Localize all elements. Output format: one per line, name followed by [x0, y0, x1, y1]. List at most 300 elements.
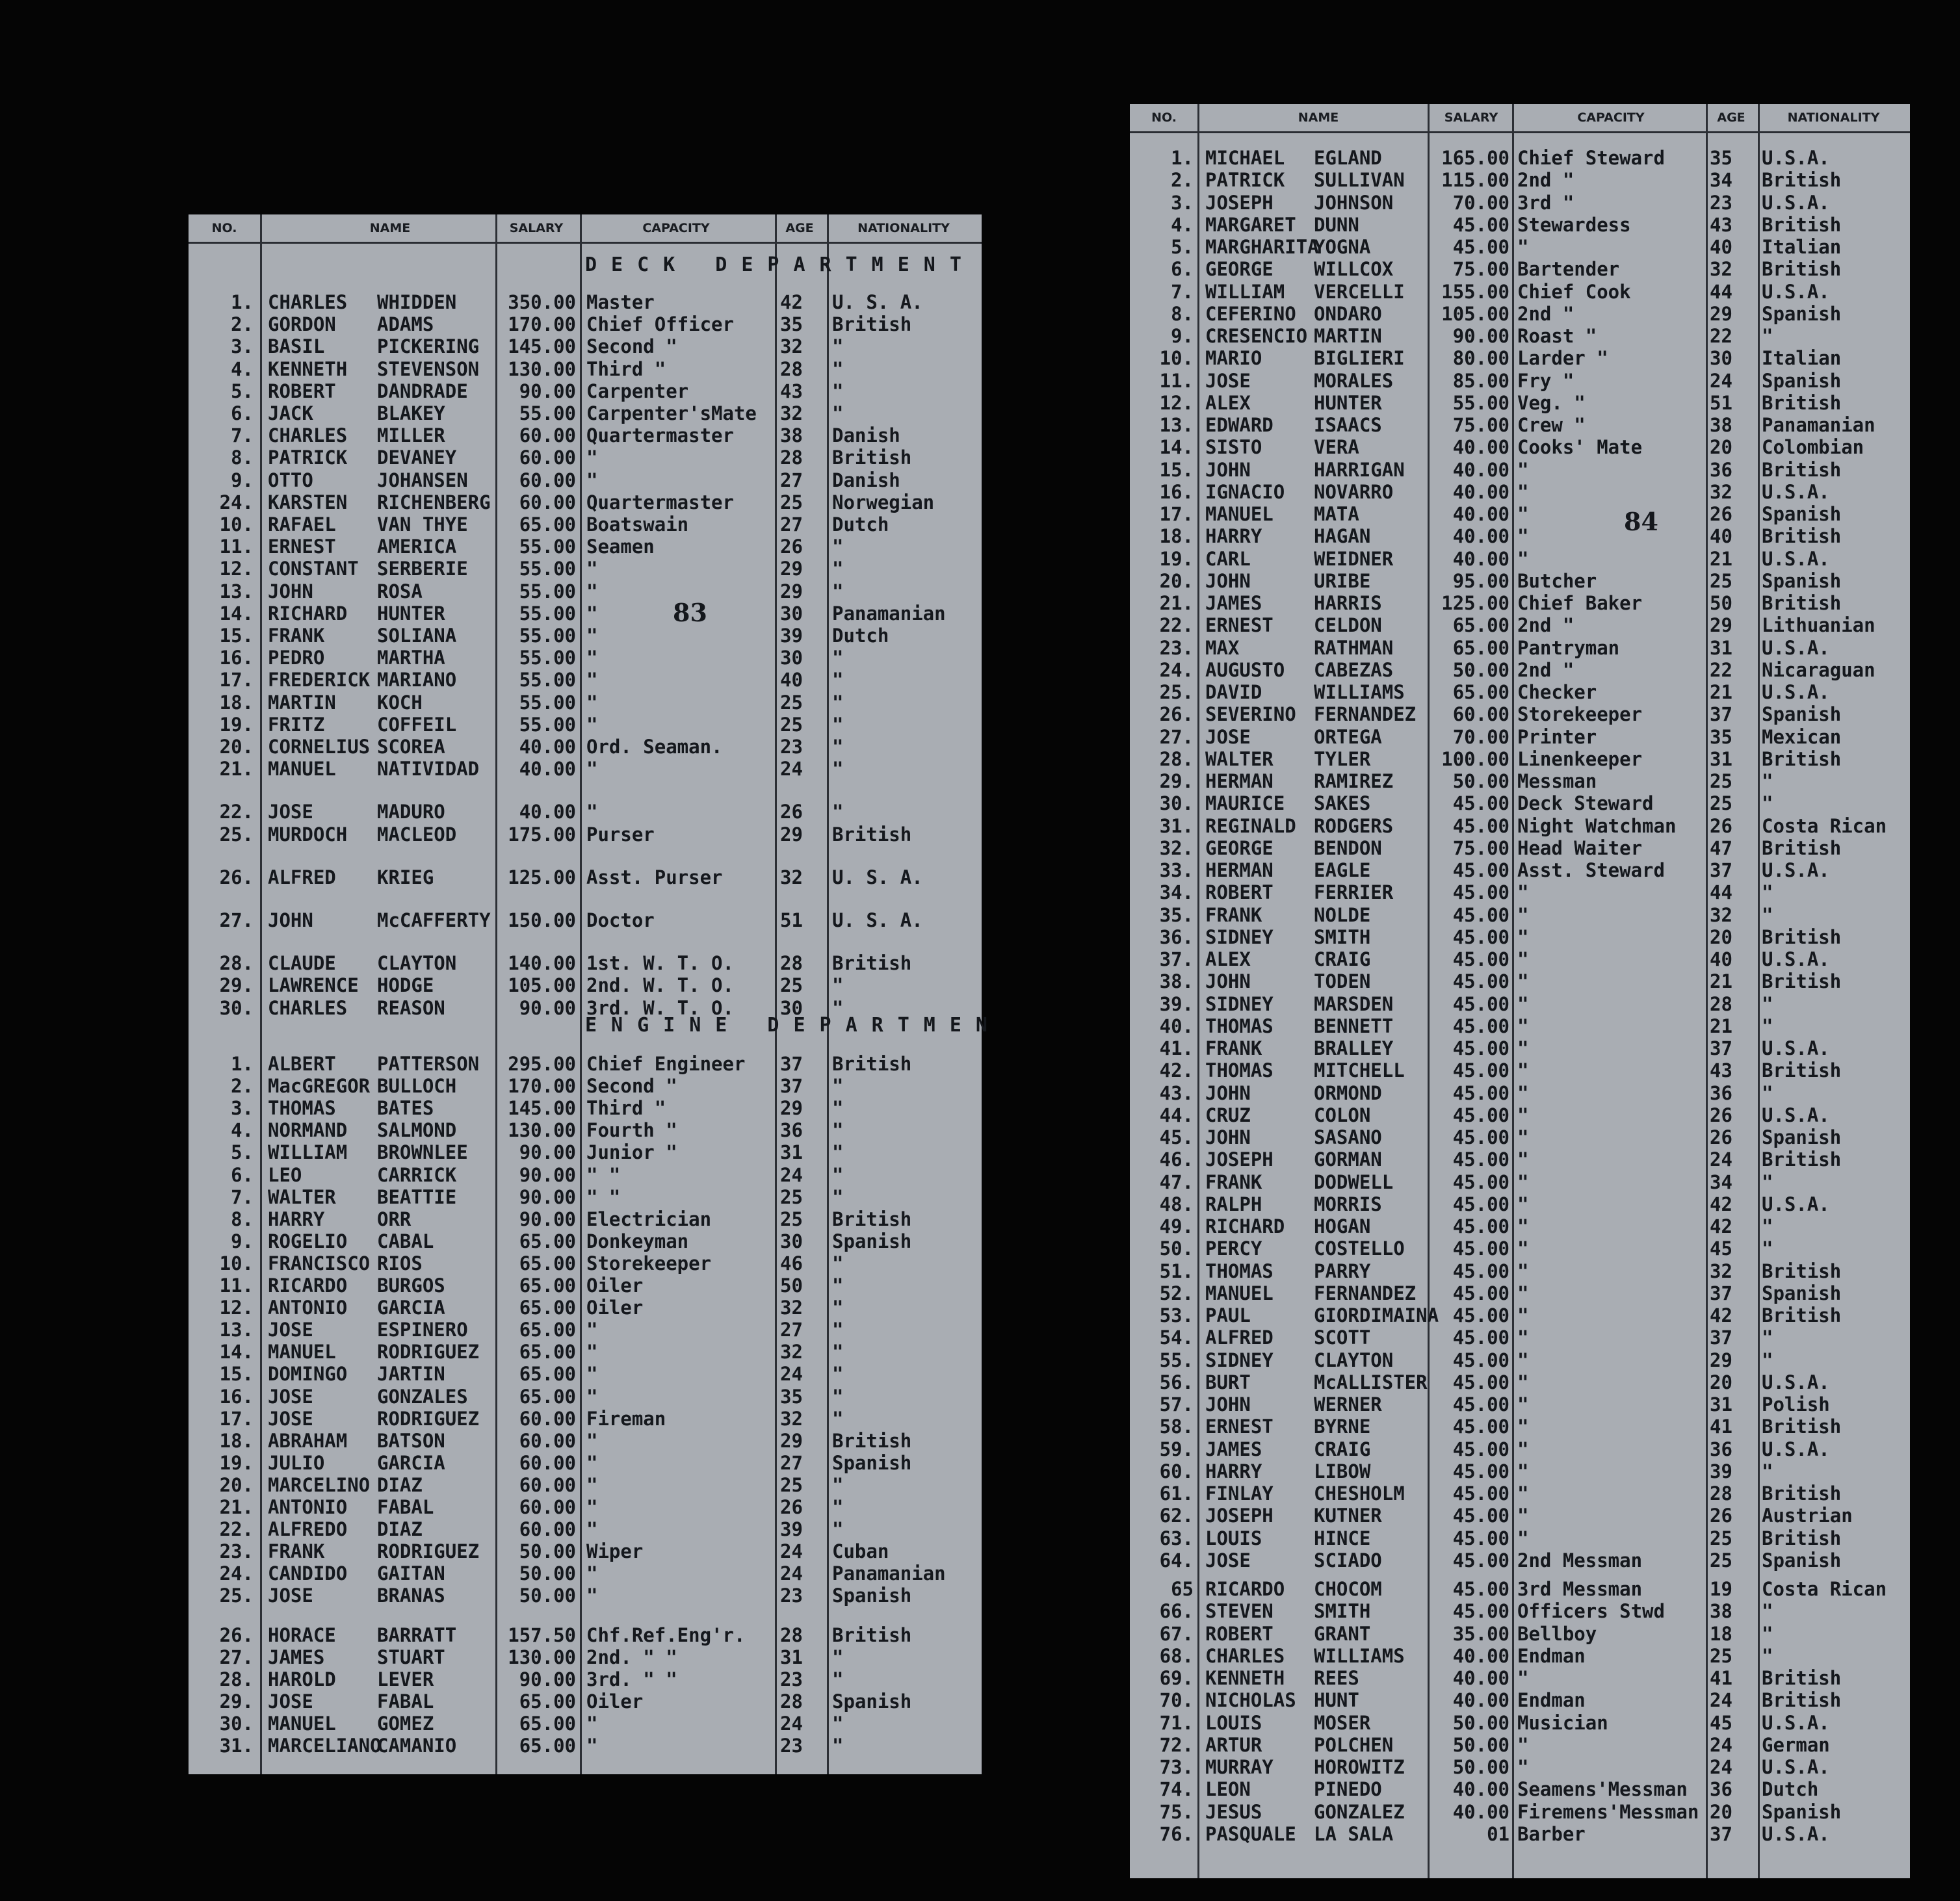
crew-last: PARRY — [1314, 1260, 1371, 1282]
crew-first: CHARLES — [1205, 1644, 1285, 1667]
crew-last: RAMIREZ — [1314, 770, 1394, 792]
crew-salary: 45.00 — [1452, 1193, 1509, 1215]
crew-first: JOSE — [268, 1385, 313, 1408]
crew-first: HARRY — [268, 1208, 325, 1230]
crew-last: FERNANDEZ — [1314, 703, 1417, 726]
crew-age: 30 — [780, 647, 803, 669]
crew-capacity: 2nd Messman — [1517, 1549, 1643, 1571]
crew-first: WILLIAM — [1205, 280, 1285, 303]
crew-last: BLAKEY — [377, 402, 445, 424]
crew-age: 29 — [780, 580, 803, 602]
crew-first: JOHN — [268, 580, 313, 602]
crew-nationality: Danish — [832, 424, 900, 447]
crew-no: 33. — [1159, 859, 1194, 881]
crew-age: 21 — [1710, 970, 1732, 993]
crew-first: JOHN — [1205, 1393, 1251, 1416]
crew-last: HUNT — [1314, 1689, 1359, 1712]
crew-salary: 157.50 — [508, 1623, 576, 1646]
crew-first: MURRAY — [1205, 1756, 1274, 1778]
crew-capacity: " — [1517, 1482, 1529, 1505]
crew-no: 49. — [1159, 1215, 1194, 1237]
crew-capacity: " — [586, 1363, 598, 1386]
crew-no: 17. — [219, 1407, 254, 1430]
crew-age: 24 — [1710, 1148, 1732, 1171]
crew-row — [1130, 1215, 1910, 1237]
crew-nationality: Spanish — [832, 1690, 912, 1713]
crew-age: 47 — [1710, 836, 1732, 859]
crew-row — [1130, 1801, 1910, 1823]
crew-nationality: " — [832, 1496, 844, 1518]
crew-row — [1130, 370, 1910, 392]
crew-no: 62. — [1159, 1505, 1194, 1527]
crew-nationality: U.S.A. — [1762, 1193, 1830, 1215]
crew-first: MICHAEL — [1205, 147, 1285, 169]
crew-no: 76. — [1159, 1822, 1194, 1845]
crew-no: 15. — [1159, 458, 1194, 481]
crew-capacity: 1st. W. T. O. — [586, 952, 734, 975]
crew-no: 13. — [219, 1319, 254, 1341]
crew-last: LIBOW — [1314, 1460, 1371, 1482]
crew-age: 29 — [1710, 1349, 1732, 1371]
header-no: NO. — [211, 221, 237, 235]
crew-nationality: " — [832, 1473, 844, 1496]
crew-first: FREDERICK — [268, 669, 371, 692]
crew-row — [1130, 281, 1910, 303]
crew-salary: 65.00 — [1452, 636, 1509, 659]
crew-first: CLAUDE — [268, 952, 336, 975]
crew-salary: 130.00 — [508, 1646, 576, 1668]
crew-salary: 140.00 — [508, 952, 576, 975]
crew-nationality: Italian — [1762, 347, 1842, 370]
crew-row — [1130, 325, 1910, 347]
crew-nationality: " — [832, 1163, 844, 1186]
crew-row — [189, 1386, 982, 1408]
crew-first: NORMAND — [268, 1119, 348, 1142]
crew-row — [1130, 881, 1910, 903]
crew-row — [1130, 859, 1910, 881]
crew-salary: 80.00 — [1452, 347, 1509, 370]
crew-capacity: Roast " — [1517, 325, 1597, 347]
crew-last: HOROWITZ — [1314, 1756, 1405, 1778]
crew-last: TYLER — [1314, 747, 1371, 770]
crew-salary: 65.00 — [519, 1274, 576, 1297]
crew-first: CHARLES — [268, 291, 348, 313]
crew-row — [1130, 1148, 1910, 1170]
crew-no: 11. — [1159, 369, 1194, 392]
crew-last: SOLIANA — [377, 625, 457, 647]
crew-last: BYRNE — [1314, 1416, 1371, 1438]
crew-salary: 55.00 — [519, 669, 576, 692]
crew-first: MARTIN — [268, 691, 336, 714]
crew-age: 43 — [1710, 213, 1732, 236]
crew-salary: 40.00 — [1452, 1800, 1509, 1823]
crew-last: DIAZ — [377, 1518, 423, 1541]
crew-nationality: Spanish — [1762, 1800, 1842, 1823]
crew-no: 14. — [1159, 436, 1194, 459]
crew-salary: 50.00 — [1452, 770, 1509, 792]
crew-first: SIDNEY — [1205, 1349, 1274, 1371]
crew-age: 30 — [780, 996, 803, 1019]
crew-no: 7. — [231, 424, 254, 447]
crew-last: STUART — [377, 1646, 445, 1668]
crew-salary: 45.00 — [1452, 1304, 1509, 1326]
crew-age: 31 — [780, 1141, 803, 1164]
crew-nationality: British — [1762, 391, 1842, 414]
crew-capacity: " — [1517, 1260, 1529, 1282]
crew-capacity: " — [1517, 1460, 1529, 1482]
crew-first: ALEX — [1205, 391, 1251, 414]
crew-last: RODGERS — [1314, 814, 1394, 837]
crew-salary: 45.00 — [1452, 1081, 1509, 1104]
crew-no: 21. — [219, 1496, 254, 1518]
crew-capacity: 2nd " — [1517, 302, 1575, 325]
crew-row — [1130, 1326, 1910, 1349]
crew-row — [1130, 1059, 1910, 1081]
crew-row — [1130, 1282, 1910, 1304]
crew-no: 48. — [1159, 1193, 1194, 1215]
crew-salary: 65.00 — [519, 1385, 576, 1408]
crew-nationality: " — [1762, 792, 1773, 815]
crew-first: FINLAY — [1205, 1482, 1274, 1505]
crew-row — [1130, 993, 1910, 1015]
crew-row — [189, 866, 982, 888]
crew-first: PEDRO — [268, 647, 325, 669]
crew-row — [1130, 614, 1910, 636]
crew-last: FABAL — [377, 1496, 434, 1518]
crew-capacity: " — [586, 1385, 598, 1408]
crew-first: CHARLES — [268, 996, 348, 1019]
crew-salary: 45.00 — [1452, 881, 1509, 904]
crew-age: 27 — [780, 1451, 803, 1474]
crew-capacity: " " — [586, 1163, 621, 1186]
crew-nationality: " — [832, 1119, 844, 1142]
crew-nationality: " — [832, 558, 844, 580]
deck-department-title: DECK DEPARTMENT — [585, 253, 976, 276]
crew-nationality: " — [1762, 903, 1773, 926]
crew-row — [1130, 1304, 1910, 1326]
crew-no: 42. — [1159, 1059, 1194, 1082]
crew-row — [189, 1646, 982, 1668]
crew-row — [1130, 1416, 1910, 1438]
crew-age: 38 — [780, 424, 803, 447]
crew-last: SCOTT — [1314, 1326, 1371, 1349]
crew-last: CRAIG — [1314, 948, 1371, 970]
crew-salary: 50.00 — [519, 1540, 576, 1563]
crew-nationality: Mexican — [1762, 725, 1842, 748]
crew-salary: 90.00 — [519, 1141, 576, 1164]
crew-capacity: Endman — [1517, 1689, 1586, 1712]
crew-capacity: " — [1517, 881, 1529, 904]
crew-age: 32 — [1710, 1260, 1732, 1282]
crew-capacity: Ord. Seaman. — [586, 736, 723, 758]
header-name: NAME — [369, 221, 411, 235]
crew-first: JOSE — [1205, 369, 1251, 392]
crew-no: 20. — [219, 1473, 254, 1496]
crew-last: McCAFFERTY — [377, 909, 491, 931]
crew-salary: 65.00 — [519, 1297, 576, 1319]
crew-nationality: " — [832, 736, 844, 758]
crew-row — [189, 1252, 982, 1274]
crew-salary: 55.00 — [519, 691, 576, 714]
crew-row — [189, 1518, 982, 1540]
crew-salary: 145.00 — [508, 1097, 576, 1120]
crew-row — [1130, 192, 1910, 214]
crew-first: THOMAS — [1205, 1260, 1274, 1282]
crew-capacity: Chief Cook — [1517, 280, 1631, 303]
crew-last: MOSER — [1314, 1711, 1371, 1734]
crew-nationality: Nicaraguan — [1762, 658, 1875, 681]
crew-nationality: Norwegian — [832, 491, 935, 513]
crew-capacity: Musician — [1517, 1711, 1608, 1734]
crew-first: WALTER — [268, 1185, 336, 1208]
crew-salary: 45.00 — [1452, 1505, 1509, 1527]
crew-no: 22. — [219, 801, 254, 823]
crew-row — [189, 1097, 982, 1119]
crew-last: SASANO — [1314, 1126, 1382, 1148]
crew-first: JOSEPH — [1205, 1148, 1274, 1171]
crew-capacity: " — [1517, 480, 1529, 503]
crew-no: 12. — [1159, 391, 1194, 414]
crew-age: 26 — [1710, 1505, 1732, 1527]
crew-no: 17. — [219, 669, 254, 692]
crew-last: RICHENBERG — [377, 491, 491, 513]
crew-last: KUTNER — [1314, 1505, 1382, 1527]
crew-no: 25. — [1159, 681, 1194, 703]
crew-nationality: " — [832, 380, 844, 402]
crew-first: LOUIS — [1205, 1711, 1262, 1734]
crew-first: ALBERT — [268, 1053, 336, 1075]
crew-row — [1130, 548, 1910, 570]
crew-age: 46 — [780, 1252, 803, 1274]
crew-nationality: Spanish — [832, 1230, 912, 1252]
crew-last: VERCELLI — [1314, 280, 1405, 303]
header-salary: SALARY — [1444, 110, 1498, 125]
header-capacity: CAPACITY — [1577, 110, 1645, 125]
crew-age: 24 — [780, 758, 803, 781]
crew-first: THOMAS — [1205, 1015, 1274, 1037]
crew-row — [1130, 748, 1910, 770]
crew-last: BRALLEY — [1314, 1037, 1394, 1059]
crew-no: 28. — [1159, 747, 1194, 770]
crew-capacity: 3rd Messman — [1517, 1578, 1643, 1600]
crew-last: WEIDNER — [1314, 547, 1394, 570]
crew-capacity: " — [1517, 1282, 1529, 1304]
crew-salary: 115.00 — [1441, 169, 1509, 192]
crew-salary: 170.00 — [508, 313, 576, 336]
crew-row — [1130, 703, 1910, 725]
crew-row — [189, 1474, 982, 1496]
crew-first: JACK — [268, 402, 313, 424]
crew-first: SIDNEY — [1205, 925, 1274, 948]
crew-capacity: Junior " — [586, 1141, 677, 1164]
crew-nationality: British — [1762, 1527, 1842, 1549]
crew-salary: 60.00 — [519, 1496, 576, 1518]
crew-capacity: Carpenter'sMate — [586, 402, 757, 424]
crew-no: 18. — [1159, 525, 1194, 548]
crew-last: ROSA — [377, 580, 423, 602]
crew-no: 74. — [1159, 1778, 1194, 1801]
crew-last: GONZALES — [377, 1385, 468, 1408]
crew-no: 38. — [1159, 970, 1194, 993]
crew-first: JOSE — [268, 801, 313, 823]
crew-last: MARSDEN — [1314, 992, 1394, 1015]
crew-row — [1130, 659, 1910, 681]
crew-no: 25. — [219, 823, 254, 846]
crew-nationality: Lithuanian — [1762, 614, 1875, 637]
crew-first: CARL — [1205, 547, 1251, 570]
crew-row — [189, 758, 982, 780]
crew-last: PINEDO — [1314, 1778, 1382, 1801]
crew-nationality: British — [832, 313, 912, 336]
crew-age: 23 — [780, 1584, 803, 1607]
crew-nationality: " — [832, 1385, 844, 1408]
crew-age: 20 — [1710, 925, 1732, 948]
crew-nationality: " — [832, 801, 844, 823]
crew-nationality: " — [832, 647, 844, 669]
crew-capacity: Crew " — [1517, 414, 1586, 436]
crew-first: GEORGE — [1205, 258, 1274, 281]
crew-no: 2. — [231, 313, 254, 336]
crew-nationality: Spanish — [1762, 503, 1842, 525]
crew-no: 15. — [219, 625, 254, 647]
crew-nationality: Costa Rican — [1762, 1578, 1887, 1600]
crew-salary: 50.00 — [519, 1584, 576, 1607]
crew-last: WHIDDEN — [377, 291, 457, 313]
crew-age: 50 — [780, 1274, 803, 1297]
crew-first: ERNEST — [1205, 614, 1274, 637]
crew-age: 36 — [1710, 1081, 1732, 1104]
crew-last: TODEN — [1314, 970, 1371, 993]
crew-last: COLON — [1314, 1104, 1371, 1126]
crew-first: FRANCISCO — [268, 1252, 371, 1274]
crew-row — [1130, 1237, 1910, 1260]
engine-department-title: ENGINE DEPARTMEN — [585, 1014, 1002, 1037]
crew-salary: 45.00 — [1452, 992, 1509, 1015]
crew-last: WILLIAMS — [1314, 1644, 1405, 1667]
crew-salary: 55.00 — [519, 713, 576, 736]
crew-age: 39 — [780, 625, 803, 647]
crew-row — [1130, 1126, 1910, 1148]
crew-row — [189, 1540, 982, 1562]
crew-salary: 45.00 — [1452, 1416, 1509, 1438]
crew-no: 29. — [219, 974, 254, 997]
crew-capacity: " — [1517, 503, 1529, 525]
crew-row — [1130, 147, 1910, 169]
crew-nationality: Spanish — [832, 1451, 912, 1474]
crew-no: 7. — [1171, 280, 1194, 303]
crew-age: 32 — [780, 1407, 803, 1430]
crew-first: PATRICK — [1205, 169, 1285, 192]
crew-row — [1130, 1082, 1910, 1104]
crew-salary: 100.00 — [1441, 747, 1509, 770]
crew-nationality: " — [1762, 1237, 1773, 1260]
crew-row — [189, 1230, 982, 1252]
crew-first: ALFRED — [268, 866, 336, 888]
crew-last: JARTIN — [377, 1363, 445, 1386]
crew-salary: 40.00 — [519, 758, 576, 781]
crew-last: HINCE — [1314, 1527, 1371, 1549]
crew-no: 16. — [219, 647, 254, 669]
crew-nationality: " — [832, 1735, 844, 1757]
header-no: NO. — [1151, 110, 1177, 125]
crew-nationality: British — [832, 1208, 912, 1230]
crew-age: 29 — [1710, 302, 1732, 325]
crew-capacity: Electrician — [586, 1208, 712, 1230]
crew-first: DOMINGO — [268, 1363, 348, 1386]
crew-nationality: British — [1762, 1667, 1842, 1689]
crew-row — [1130, 592, 1910, 614]
crew-no: 30. — [219, 996, 254, 1019]
crew-last: DEVANEY — [377, 446, 457, 469]
crew-no: 3. — [231, 335, 254, 358]
crew-nationality: U.S.A. — [1762, 1371, 1830, 1393]
crew-no: 19. — [219, 713, 254, 736]
crew-age: 26 — [780, 536, 803, 558]
crew-no: 3. — [231, 1097, 254, 1120]
crew-no: 7. — [231, 1185, 254, 1208]
crew-age: 37 — [1710, 1037, 1732, 1059]
crew-first: MANUEL — [268, 1341, 336, 1364]
page-number: 83 — [673, 598, 707, 627]
crew-capacity: " — [1517, 992, 1529, 1015]
crew-capacity: " — [586, 446, 598, 469]
crew-first: IGNACIO — [1205, 480, 1285, 503]
crew-last: HOGAN — [1314, 1215, 1371, 1237]
crew-nationality: " — [1762, 1460, 1773, 1482]
crew-age: 45 — [1710, 1711, 1732, 1734]
crew-no: 3. — [1171, 191, 1194, 214]
crew-capacity: " — [586, 669, 598, 692]
crew-capacity: Firemens'Messman — [1517, 1800, 1699, 1823]
crew-nationality: " — [832, 669, 844, 692]
crew-capacity: Larder " — [1517, 347, 1608, 370]
crew-no: 4. — [231, 1119, 254, 1142]
crew-first: LEO — [268, 1163, 302, 1186]
crew-capacity: Oiler — [586, 1274, 644, 1297]
crew-row — [189, 602, 982, 625]
crew-age: 36 — [1710, 1438, 1732, 1460]
crew-nationality: " — [832, 357, 844, 380]
crew-salary: 40.00 — [1452, 436, 1509, 459]
crew-age: 25 — [780, 491, 803, 513]
crew-nationality: U.S.A. — [1762, 547, 1830, 570]
crew-first: ALEX — [1205, 948, 1251, 970]
crew-no: 23. — [1159, 636, 1194, 659]
crew-last: GIORDIMAINA — [1314, 1304, 1439, 1326]
crew-salary: 65.00 — [1452, 681, 1509, 703]
crew-salary: 45.00 — [1452, 1549, 1509, 1571]
crew-salary: 60.00 — [519, 469, 576, 491]
crew-last: GONZALEZ — [1314, 1800, 1405, 1823]
crew-capacity: Printer — [1517, 725, 1597, 748]
crew-row — [189, 736, 982, 758]
crew-capacity: " — [586, 602, 598, 625]
crew-row — [189, 801, 982, 823]
crew-capacity: Cooks' Mate — [1517, 436, 1643, 459]
crew-last: CLAYTON — [377, 952, 457, 975]
crew-last: EGLAND — [1314, 147, 1382, 169]
crew-age: 45 — [1710, 1237, 1732, 1260]
crew-row — [1130, 1689, 1910, 1711]
crew-capacity: Third " — [586, 1097, 666, 1120]
crew-salary: 45.00 — [1452, 1015, 1509, 1037]
crew-salary: 70.00 — [1452, 191, 1509, 214]
crew-last: CARRICK — [377, 1163, 457, 1186]
crew-row — [1130, 525, 1910, 547]
crew-no: 21. — [219, 758, 254, 781]
crew-nationality: U.S.A. — [1762, 636, 1830, 659]
crew-capacity: Storekeeper — [1517, 703, 1643, 726]
